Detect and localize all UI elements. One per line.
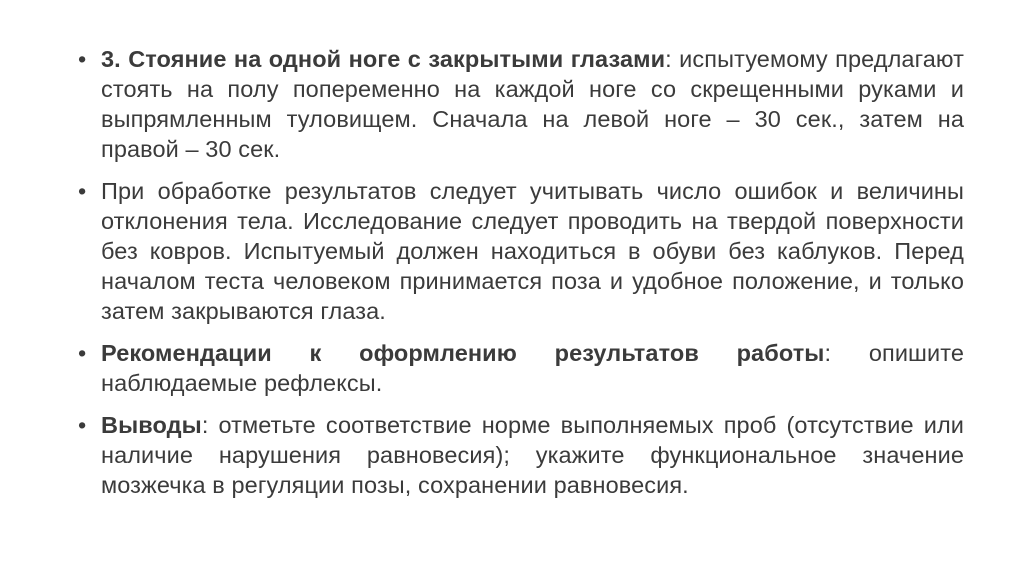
bullet-item-4-heading: Выводы xyxy=(101,412,202,438)
bullet-item-1-heading: 3. Стояние на одной ноге с закрытыми глазами xyxy=(101,46,666,72)
bullet-item-3-text: : опишите наблюдаемые рефлексы. xyxy=(101,340,964,396)
bullet-item-2 xyxy=(78,176,964,326)
bullet-dot: • xyxy=(78,412,87,438)
bullet-item-3 xyxy=(78,338,964,398)
bullet-dot: • xyxy=(78,46,87,72)
bullet-item-4-text: : отметьте соответствие норме выполняемых проб (отсутствие или наличие нарушения равновесия); укажите функциональное значение мозжечка в регуляции позы, сохранении равновесия. xyxy=(101,412,964,498)
bullet-dot: • xyxy=(78,178,87,204)
bullet-item-1-text: : испытуемому предлагают стоять на полу попеременно на каждой ноге со скрещенными руками и выпрямленным туловищем. Сначала на левой ноге – 30 сек., затем на правой – 30 сек. xyxy=(101,46,964,162)
bullet-item-4 xyxy=(78,410,964,500)
bullet-dot: • xyxy=(78,340,87,366)
bullet-item-2-text: При обработке результатов следует учитывать число ошибок и величины отклонения тела. Исследование следует проводить на твердой поверхности без ковров. Испытуемый должен находиться в обуви без каблуков. Перед началом теста человеком принимается поза и удобное положение, и только затем закрываются глаза. xyxy=(101,178,964,324)
bullet-list xyxy=(78,44,964,512)
bullet-item-3-heading: Рекомендации к оформлению результатов работы xyxy=(101,340,825,366)
bullet-item-1 xyxy=(78,44,964,164)
